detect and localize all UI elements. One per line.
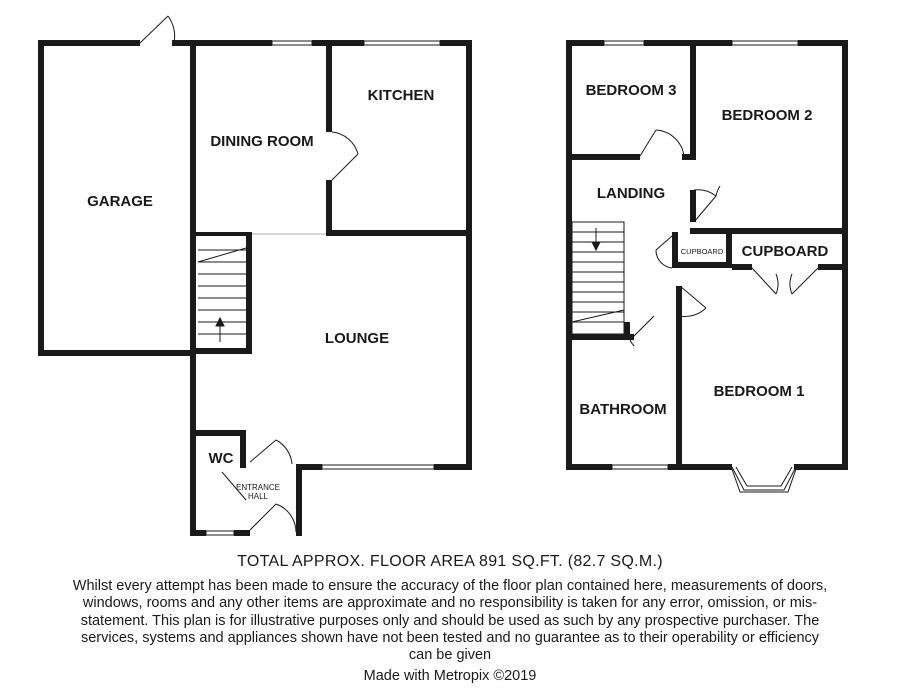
bedroom3-label: BEDROOM 3 <box>585 82 677 99</box>
ground-stairs <box>198 248 246 342</box>
first-floor-doors <box>630 130 818 346</box>
landing-label: LANDING <box>596 185 666 202</box>
ground-floor <box>38 16 472 536</box>
first-floor-stairs <box>572 222 624 334</box>
garage-door <box>140 16 175 43</box>
entrance-hall-label-line2: HALL <box>247 492 269 501</box>
bedroom1-label: BEDROOM 1 <box>713 383 805 400</box>
bedroom2-label: BEDROOM 2 <box>721 107 813 124</box>
total-floor-area: TOTAL APPROX. FLOOR AREA 891 SQ.FT. (82.7 SQ.M.) <box>237 553 663 570</box>
bathroom-label: BATHROOM <box>579 401 667 418</box>
kitchen-label: KITCHEN <box>367 87 435 104</box>
lounge-label: LOUNGE <box>324 330 390 347</box>
first-floor <box>566 40 848 492</box>
entrance-hall-label-line1: ENTRANCE <box>235 483 281 492</box>
bay-window <box>732 467 796 492</box>
garage-label: GARAGE <box>87 193 153 210</box>
disclaimer-text: Whilst every attempt has been made to ensure the accuracy of the floor plan contained here, measurements of doors, windows, rooms and any other items are approximate and no responsibility is taken for any error, omission, or mis-statement. This plan is for illustrative purposes only and should be used as such by any prospective purchaser. The services, systems and appliances shown have not been tested and no guarantee as to their operability or efficiency can be given <box>72 578 828 664</box>
metropix-credit: Made with Metropix ©2019 <box>363 668 537 684</box>
small-cupboard-label: CUPBOARD <box>680 247 724 256</box>
kitchen-door <box>332 132 358 180</box>
dining-room-label: DINING ROOM <box>210 133 314 150</box>
cupboard-label: CUPBOARD <box>741 243 829 260</box>
wc-label: WC <box>208 450 234 467</box>
